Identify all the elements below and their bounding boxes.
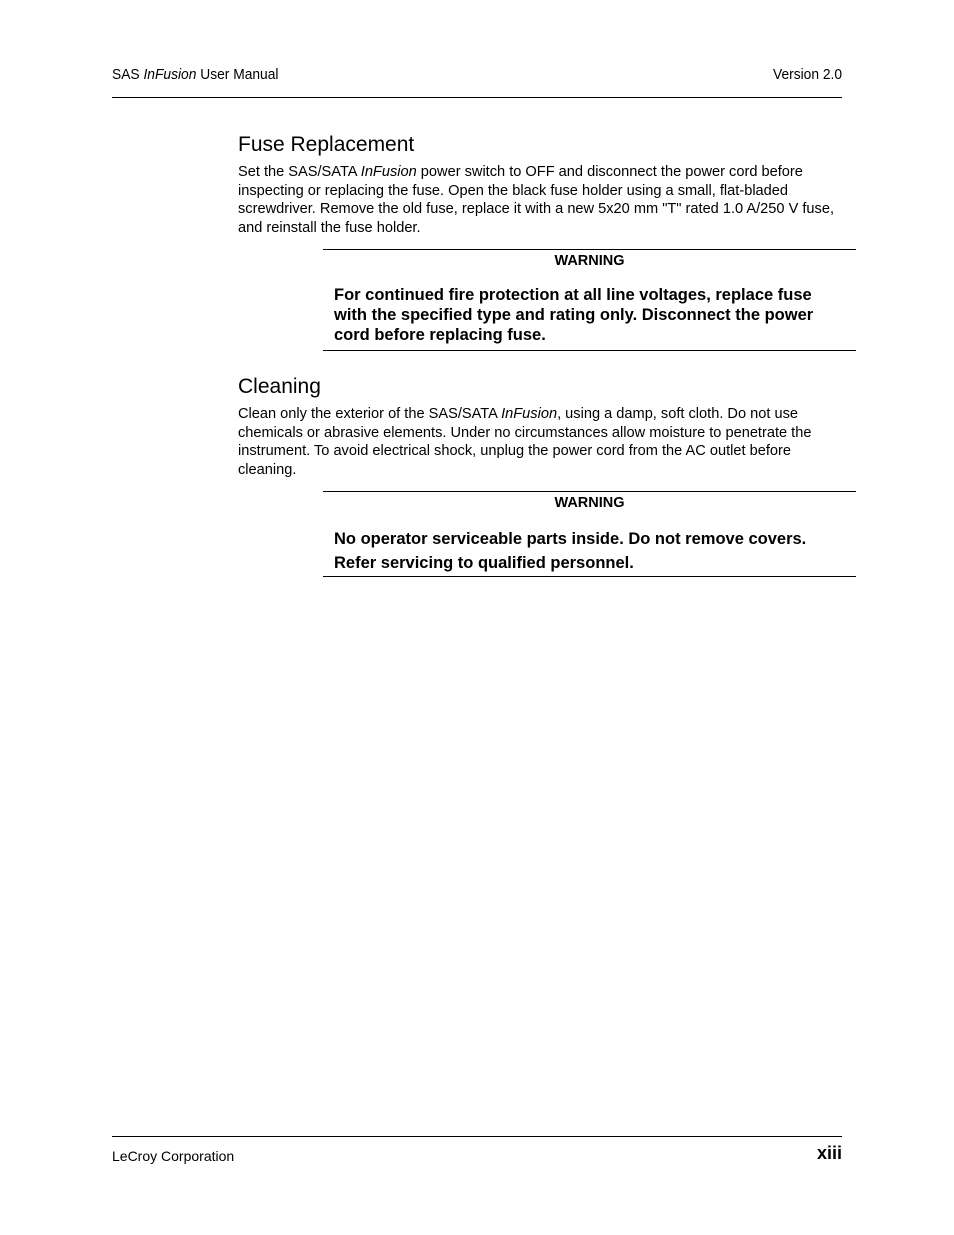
page-number: xiii [816, 1143, 842, 1163]
warning-bottom-rule [323, 576, 856, 577]
running-header-version: Version 2.0 [772, 66, 842, 83]
running-header-title [112, 66, 278, 83]
warning-top-rule [323, 249, 856, 250]
para-pre: Clean only the exterior of the SAS/SATA [238, 406, 502, 422]
para-post: , using a damp, soft cloth. Do not use chemicals or abrasive elements. Under no circumstances allow moisture to penetrate the instrument. To avoid electrical shock, unplug the power cord from the AC outlet before cleaning. [238, 406, 812, 479]
section-paragraph-fuse-replacement [238, 163, 848, 238]
header-title-pre: SAS [112, 66, 144, 83]
warning-bottom-rule [323, 350, 856, 351]
warning-box-fuse [323, 253, 856, 269]
para-post: power switch to OFF and disconnect the power cord before inspecting or replacing the fuse. Open the black fuse holder using a small, flat-bladed screwdriver. Remove the old fuse, replace it with a new 5x20 mm "T" rated 1.0 A/250 V fuse, and reinstall the fuse holder. [238, 164, 835, 237]
header-rule [112, 97, 842, 98]
warning-box-cleaning [323, 495, 856, 511]
para-product: InFusion [360, 164, 417, 180]
section-paragraph-cleaning [238, 405, 848, 480]
header-title-post: User Manual [196, 66, 279, 83]
footer-rule [112, 1136, 842, 1137]
footer-company: LeCroy Corporation [112, 1148, 235, 1164]
warning-text-cleaning: No operator serviceable parts inside. Do not remove covers. Refer servicing to qualified personnel. [334, 530, 807, 572]
warning-top-rule [323, 491, 856, 492]
para-pre: Set the SAS/SATA [238, 164, 361, 180]
warning-text-fuse: For continued fire protection at all line voltages, replace fuse with the specified type and rating only. Disconnect the power cord before replacing fuse. [334, 286, 814, 344]
warning-title: WARNING [554, 253, 625, 269]
header-title-product: InFusion [143, 66, 197, 83]
para-product: InFusion [501, 406, 558, 422]
warning-title: WARNING [554, 495, 625, 511]
section-heading-cleaning: Cleaning [238, 375, 321, 398]
section-heading-fuse-replacement: Fuse Replacement [238, 133, 415, 156]
